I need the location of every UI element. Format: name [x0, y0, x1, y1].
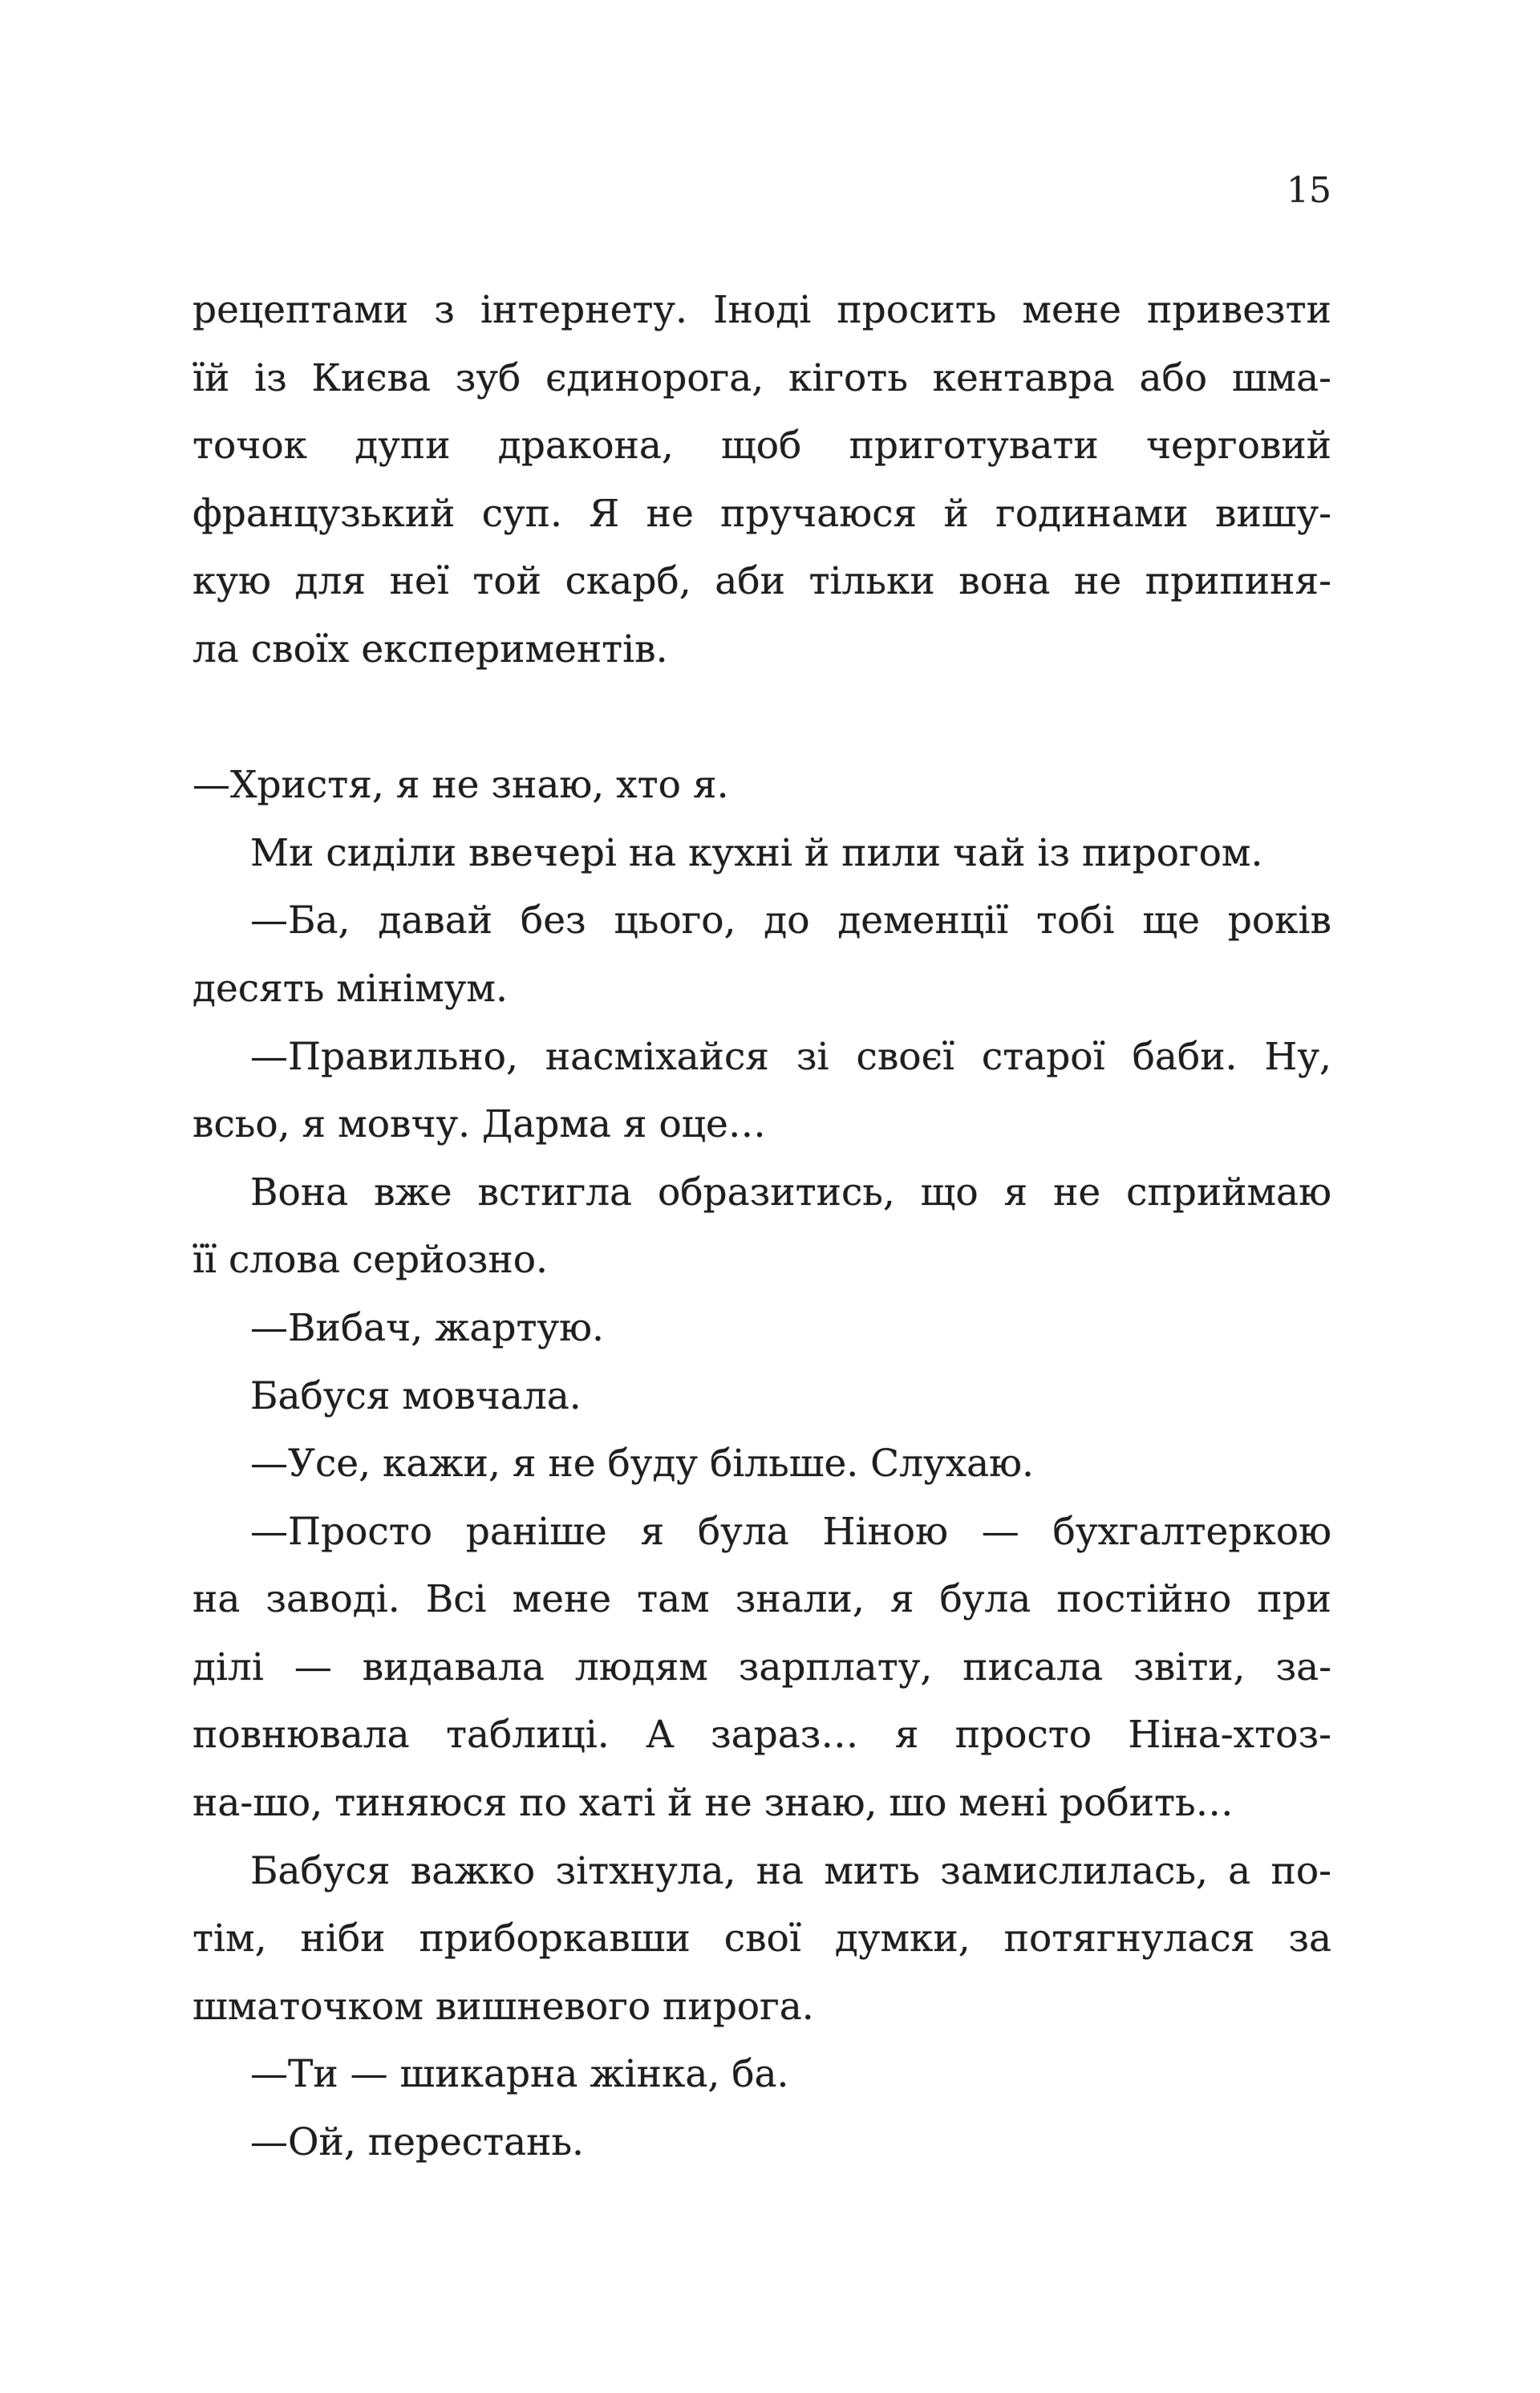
text-line: —Усе, кажи, я не буду більше. Слухаю.	[250, 1442, 1034, 1486]
text-line: ділі — видавала людям зарплату, писала звіти, за-	[192, 1645, 1331, 1689]
text-line: її слова серйозно.	[192, 1238, 548, 1283]
text-line: на заводі. Всі мене там знали, я була постійно при	[192, 1577, 1331, 1622]
text-line: точок дупи дракона, щоб приготувати черговий	[192, 424, 1331, 468]
text-line: кую для неї той скарб, аби тільки вона не припиня-	[192, 559, 1331, 604]
text-column	[192, 277, 1331, 2177]
text-line: Ми сиділи ввечері на кухні й пили чай із пирогом.	[250, 830, 1263, 875]
text-line: —Правильно, насміхайся зі своєї старої баби. Ну,	[250, 1034, 1331, 1079]
text-line: —Ба, давай без цього, до деменції тобі ще років	[250, 898, 1331, 943]
text-line: Бабуся мовчала.	[250, 1373, 582, 1418]
text-line: шматочком вишневого пирога.	[192, 1984, 814, 2029]
text-line: —Вибач, жартую.	[250, 1305, 604, 1350]
text-line: десять мінімум.	[192, 966, 508, 1011]
text-line: —Ой, перестань.	[250, 2120, 584, 2165]
text-line: їй із Києва зуб єдинорога, кіготь кентавра або шма-	[192, 355, 1331, 400]
text-line: Бабуся важко зітхнула, на мить замислилась, а по-	[250, 1848, 1331, 1893]
page-number: 15	[1287, 170, 1331, 211]
text-line: рецептами з інтернету. Іноді просить мене привезти	[192, 288, 1331, 332]
text-line: на-шо, тиняюся по хаті й не знаю, шо мені робить…	[192, 1781, 1234, 1826]
text-line: —Просто раніше я була Ніною — бухгалтеркою	[250, 1509, 1331, 1554]
text-line: Вона вже встигла образитись, що я не сприймаю	[250, 1170, 1331, 1215]
text-line: —Христя, я не знаю, хто я.	[192, 763, 729, 808]
text-line: всьо, я мовчу. Дарма я оце…	[192, 1102, 766, 1147]
text-line: повнювала таблиці. А зараз… я просто Ніна-хтоз-	[192, 1713, 1331, 1758]
text-line: тім, ніби приборкавши свої думки, потягнулася за	[192, 1916, 1331, 1961]
text-line: французький суп. Я не пручаюся й годинами вишу-	[192, 491, 1331, 536]
text-line: —Ти — шикарна жінка, ба.	[250, 2052, 789, 2097]
text-line: ла своїх експериментів.	[192, 627, 668, 671]
